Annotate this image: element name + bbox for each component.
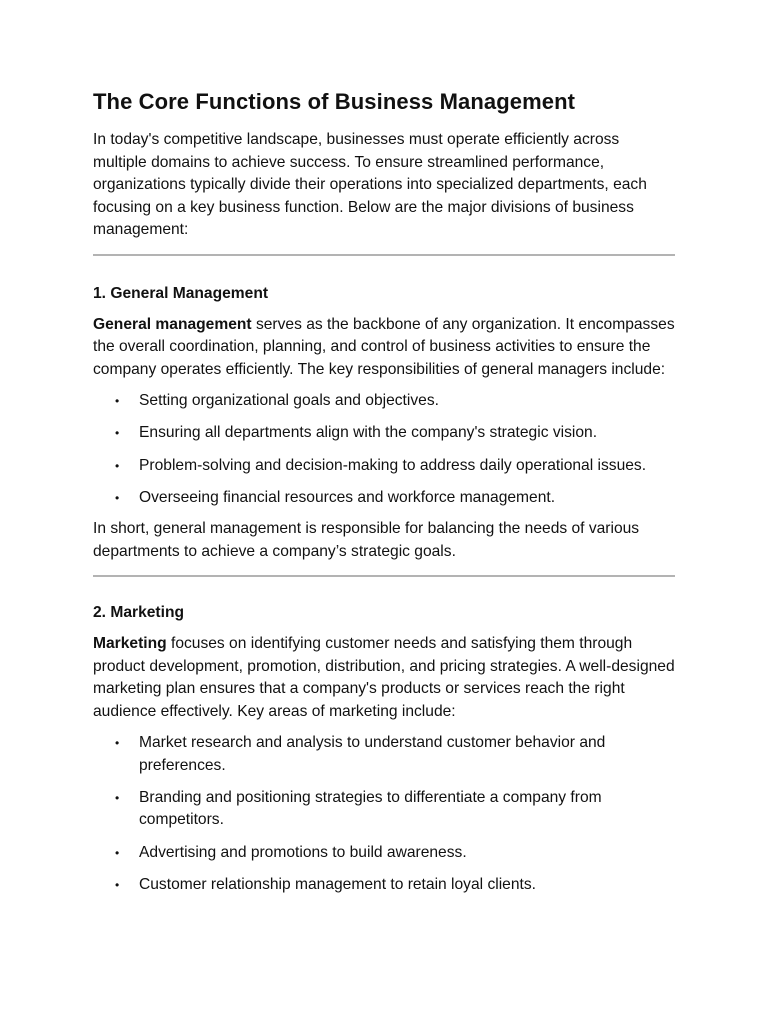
list-item-text: Overseeing financial resources and workforce management.: [139, 488, 556, 506]
list-item: [115, 787, 675, 832]
section-paragraph-general-management: [93, 314, 675, 382]
bullet-icon: •: [115, 458, 120, 473]
section-heading-general-management: 1. General Management: [93, 284, 269, 302]
bold-term: Marketing: [93, 635, 167, 653]
list-item: [115, 422, 675, 445]
list-item-text: Branding and positioning strategies to differentiate a company from competitors.: [139, 788, 602, 829]
list-item-text: Market research and analysis to understand customer behavior and preferences.: [139, 734, 606, 774]
bullet-icon: •: [115, 394, 120, 408]
section-divider: [93, 575, 675, 577]
bold-term: General management: [93, 315, 252, 333]
closing-paragraph-general-management: In short, general management is responsible for balancing the needs of various departments to achieve a company’s strategic goals.: [93, 520, 640, 560]
bullet-icon: •: [115, 736, 120, 751]
list-item: [115, 390, 675, 413]
list-item: [115, 487, 675, 510]
paragraph-text: focuses on identifying customer needs and satisfying them through product development, promotion, distribution, and pricing strategies. A well-designed marketing plan ensures that a company's products or services reach the right audience effectively. Key areas of marketing include:: [93, 635, 675, 720]
list-item: [115, 455, 675, 478]
bullet-icon: •: [115, 845, 120, 860]
page-title: The Core Functions of Business Management: [93, 89, 576, 114]
bullet-icon: •: [115, 490, 120, 505]
section-heading-marketing: 2. Marketing: [93, 604, 184, 622]
list-item: [115, 732, 675, 777]
list-item-text: Ensuring all departments align with the company's strategic vision.: [139, 424, 598, 442]
bullet-icon: •: [115, 878, 120, 893]
section-divider: [93, 254, 675, 256]
list-item-text: Advertising and promotions to build awareness.: [139, 843, 467, 861]
list-item-text: Problem-solving and decision-making to address daily operational issues.: [139, 456, 647, 474]
bullet-icon: •: [115, 426, 120, 441]
bullet-list-general-management: [93, 390, 675, 509]
list-item: [115, 874, 675, 897]
list-item: [115, 842, 675, 865]
list-item-text: Customer relationship management to retain loyal clients.: [139, 876, 536, 894]
paragraph-text: serves as the backbone of any organization. It encompasses the overall coordination, planning, and control of business activities to ensure the company operates efficiently. The key responsibilities of general managers include:: [93, 315, 675, 378]
section-paragraph-marketing: [93, 633, 675, 723]
bullet-list-marketing: [93, 732, 675, 896]
intro-paragraph: In today's competitive landscape, businesses must operate efficiently across multiple domains to achieve success. To ensure streamlined performance, organizations typically divide their operations into specialized departments, each focusing on a key business function. Below are the major divisions of business management:: [93, 131, 647, 238]
bullet-icon: •: [115, 790, 120, 805]
list-item-text: Setting organizational goals and objectives.: [139, 392, 439, 409]
